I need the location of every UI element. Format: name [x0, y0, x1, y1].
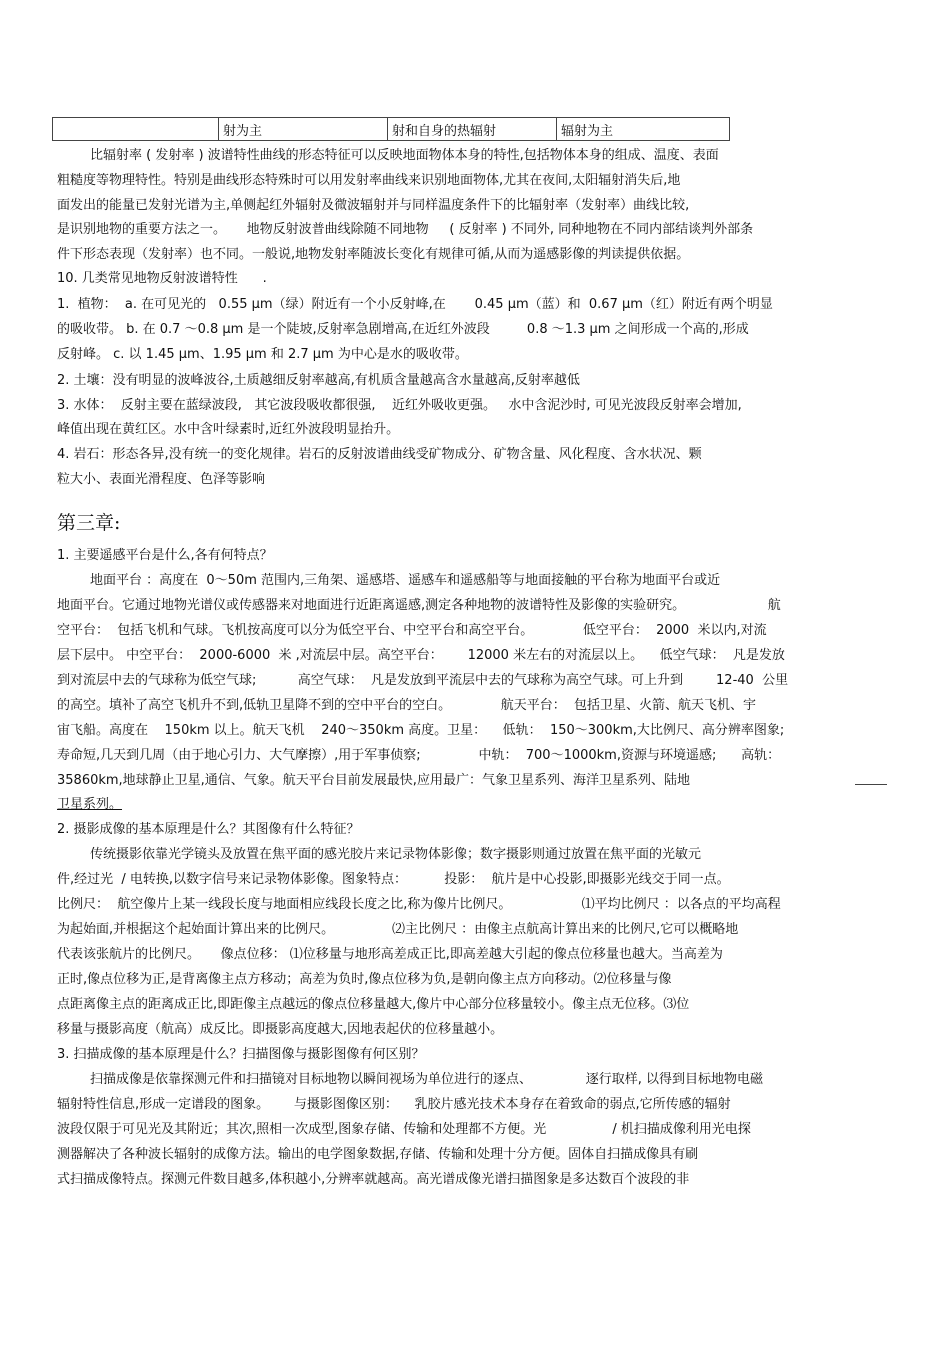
paragraph-line: 式扫描成像特点。探测元件数目越多,体积越小,分辨率就越高。高光谱成像光谱扫描图象是多达数百个波段的非 — [57, 1172, 690, 1187]
paragraph-line: 为起始面,并根据这个起始面计算出来的比例尺。 ⑵主比例尺 ：由像主点航高计算出来的比例尺,它可以概略地 — [57, 922, 739, 937]
paragraph-line: 到对流层中去的气球称为低空气球; 高空气球： 凡是发放到平流层中去的气球称为高空气球。可上升到 12-40 公里 — [57, 673, 789, 688]
paragraph-line: 反射峰。 c. 以 1.45 μm、1.95 μm 和 2.7 μm 为中心是水的吸收带。 — [57, 347, 468, 362]
underline-rule — [855, 784, 887, 785]
paragraph-line: 35860km,地球静止卫星,通信、气象。航天平台目前发展最快,应用最广：气象卫星系列、海洋卫星系列、陆地 — [57, 773, 690, 788]
paragraph-line: 辐射特性信息,形成一定谱段的图象。 与摄影图像区别： 乳胶片感光技术本身存在着致命的弱点,它所传感的辐射 — [57, 1097, 731, 1112]
chapter-title: 第三章: — [57, 512, 121, 534]
paragraph-line: 代表该张航片的比例尺。 像点位移： ⑴位移量与地形高差成正比,即高差越大引起的像点位移量也越大。当高差为 — [57, 947, 723, 962]
paragraph-line: 传统摄影依靠光学镜头及放置在焦平面的感光胶片来记录物体影像；数字摄影则通过放置在焦平面的光敏元 — [90, 847, 702, 862]
paragraph-line: 2. 土壤：没有明显的波峰波谷,土质越细反射率越高,有机质含量越高含水量越高,反射率越低 — [57, 373, 580, 388]
question-heading: 1. 主要遥感平台是什么,各有何特点？ — [57, 548, 273, 563]
table-cell: 射和自身的热辐射 — [388, 118, 557, 141]
paragraph-line: 点距离像主点的距离成正比,即距像主点越远的像点位移量越大,像片中心部分位移量较小。像主点无位移。⑶位 — [57, 997, 690, 1012]
paragraph-line: 是识别地物的重要方法之一。 地物反射波普曲线除随不同地物 ( 反射率 ) 不同外, 同种地物在不同内部结谈判外部条 — [57, 222, 754, 237]
paragraph-line: 正时,像点位移为正,是背离像主点方移动；高差为负时,像点位移为负,是朝向像主点方向移动。⑵位移量与像 — [57, 972, 672, 987]
section-heading: 10. 几类常见地物反射波谱特性 . — [57, 271, 267, 286]
question-heading: 2. 摄影成像的基本原理是什么？其图像有什么特征？ — [57, 822, 360, 837]
paragraph-line: 件下形态表现（发射率）也不同。一般说,地物发射率随波长变化有规律可循,从而为遥感影像的判读提供依据。 — [57, 247, 690, 262]
table-fragment — [52, 117, 730, 141]
question-heading: 3. 扫描成像的基本原理是什么？扫描图像与摄影图像有何区别？ — [57, 1047, 425, 1062]
paragraph-line: 层下层中。 中空平台： 2000-6000 米 ,对流层中层。高空平台： 12000 米左右的对流层以上。 低空气球： 凡是发放 — [57, 648, 785, 663]
paragraph-line: 3. 水体： 反射主要在蓝绿波段, 其它波段吸收都很强, 近红外吸收更强。 水中含泥沙时, 可见光波段反射率会增加, — [57, 398, 742, 413]
table-cell — [53, 118, 219, 141]
paragraph-line: 件,经过光 / 电转换,以数字信号来记录物体影像。图象特点： 投影： 航片是中心投影,即摄影光线交于同一点。 — [57, 872, 730, 887]
paragraph-line: 比例尺： 航空像片上某一线段长度与地面相应线段长度之比,称为像片比例尺。 ⑴平均比例尺 ：以各点的平均高程 — [57, 897, 781, 912]
paragraph-line: 波段仅限于可见光及其附近；其次,照相一次成型,图象存储、传输和处理都不方便。光 / 机扫描成像利用光电探 — [57, 1122, 751, 1137]
paragraph-line: 地面平台 ：高度在 0～50m 范围内,三角架、遥感塔、遥感车和遥感船等与地面接触的平台称为地面平台或近 — [90, 573, 721, 588]
table-cell: 射为主 — [219, 118, 388, 141]
paragraph-line: 测器解决了各种波长辐射的成像方法。输出的电学图象数据,存储、传输和处理十分方便。固体自扫描成像具有刷 — [57, 1147, 699, 1162]
paragraph-line: 卫星系列。 — [57, 797, 123, 812]
paragraph-line: 地面平台。它通过地物光谱仪或传感器来对地面进行近距离遥感,测定各种地物的波谱特性及影像的实验研究。 航 — [57, 598, 781, 613]
paragraph-line: 峰值出现在黄红区。水中含叶绿素时,近红外波段明显抬升。 — [57, 422, 400, 437]
table-cell: 辐射为主 — [557, 118, 730, 141]
paragraph-line: 寿命短,几天到几周（由于地心引力、大气摩擦）,用于军事侦察; 中轨： 700～1000km,资源与环境遥感; 高轨： — [57, 748, 781, 763]
table-row — [53, 118, 730, 141]
paragraph-line: 空平台： 包括飞机和气球。飞机按高度可以分为低空平台、中空平台和高空平台。 低空平台： 2000 米以内,对流 — [57, 623, 767, 638]
paragraph-line: 扫描成像是依靠探测元件和扫描镜对目标地物以瞬间视场为单位进行的逐点、 逐行取样, 以得到目标地物电磁 — [90, 1072, 763, 1087]
paragraph-line: 粒大小、表面光滑程度、色泽等影响 — [57, 472, 266, 487]
paragraph-line: 的高空。填补了高空飞机升不到,低轨卫星降不到的空中平台的空白。 航天平台： 包括卫星、火箭、航天飞机、宇 — [57, 698, 756, 713]
paragraph-line: 比辐射率 ( 发射率 ) 波谱特性曲线的形态特征可以反映地面物体本身的特性,包括物体本身的组成、温度、表面 — [90, 148, 719, 163]
paragraph-line: 粗糙度等物理特性。特别是曲线形态特殊时可以用发射率曲线来识别地面物体,尤其在夜间,太阳辐射消失后,地 — [57, 173, 681, 188]
paragraph-line: 面发出的能量已发射光谱为主,单侧起红外辐射及微波辐射并与同样温度条件下的比辐射率（发射率）曲线比较, — [57, 198, 690, 213]
paragraph-line: 的吸收带。 b. 在 0.7 ～0.8 μm 是一个陡坡,反射率急剧增高,在近红外波段 0.8 ～1.3 μm 之间形成一个高的,形成 — [57, 322, 749, 337]
paragraph-line: 宙飞船。高度在 150km 以上。航天飞机 240～350km 高度。卫星： 低轨： 150～300km,大比例尺、高分辨率图象; — [57, 723, 785, 738]
paragraph-line: 4. 岩石：形态各异,没有统一的变化规律。岩石的反射波谱曲线受矿物成分、矿物含量、风化程度、含水状况、颗 — [57, 447, 702, 462]
paragraph-line: 1. 植物： a. 在可见光的 0.55 μm（绿）附近有一个小反射峰,在 0.45 μm（蓝）和 0.67 μm（红）附近有两个明显 — [57, 297, 773, 312]
paragraph-line: 移量与摄影高度（航高）成反比。即摄影高度越大,因地表起伏的位移量越小。 — [57, 1022, 504, 1037]
